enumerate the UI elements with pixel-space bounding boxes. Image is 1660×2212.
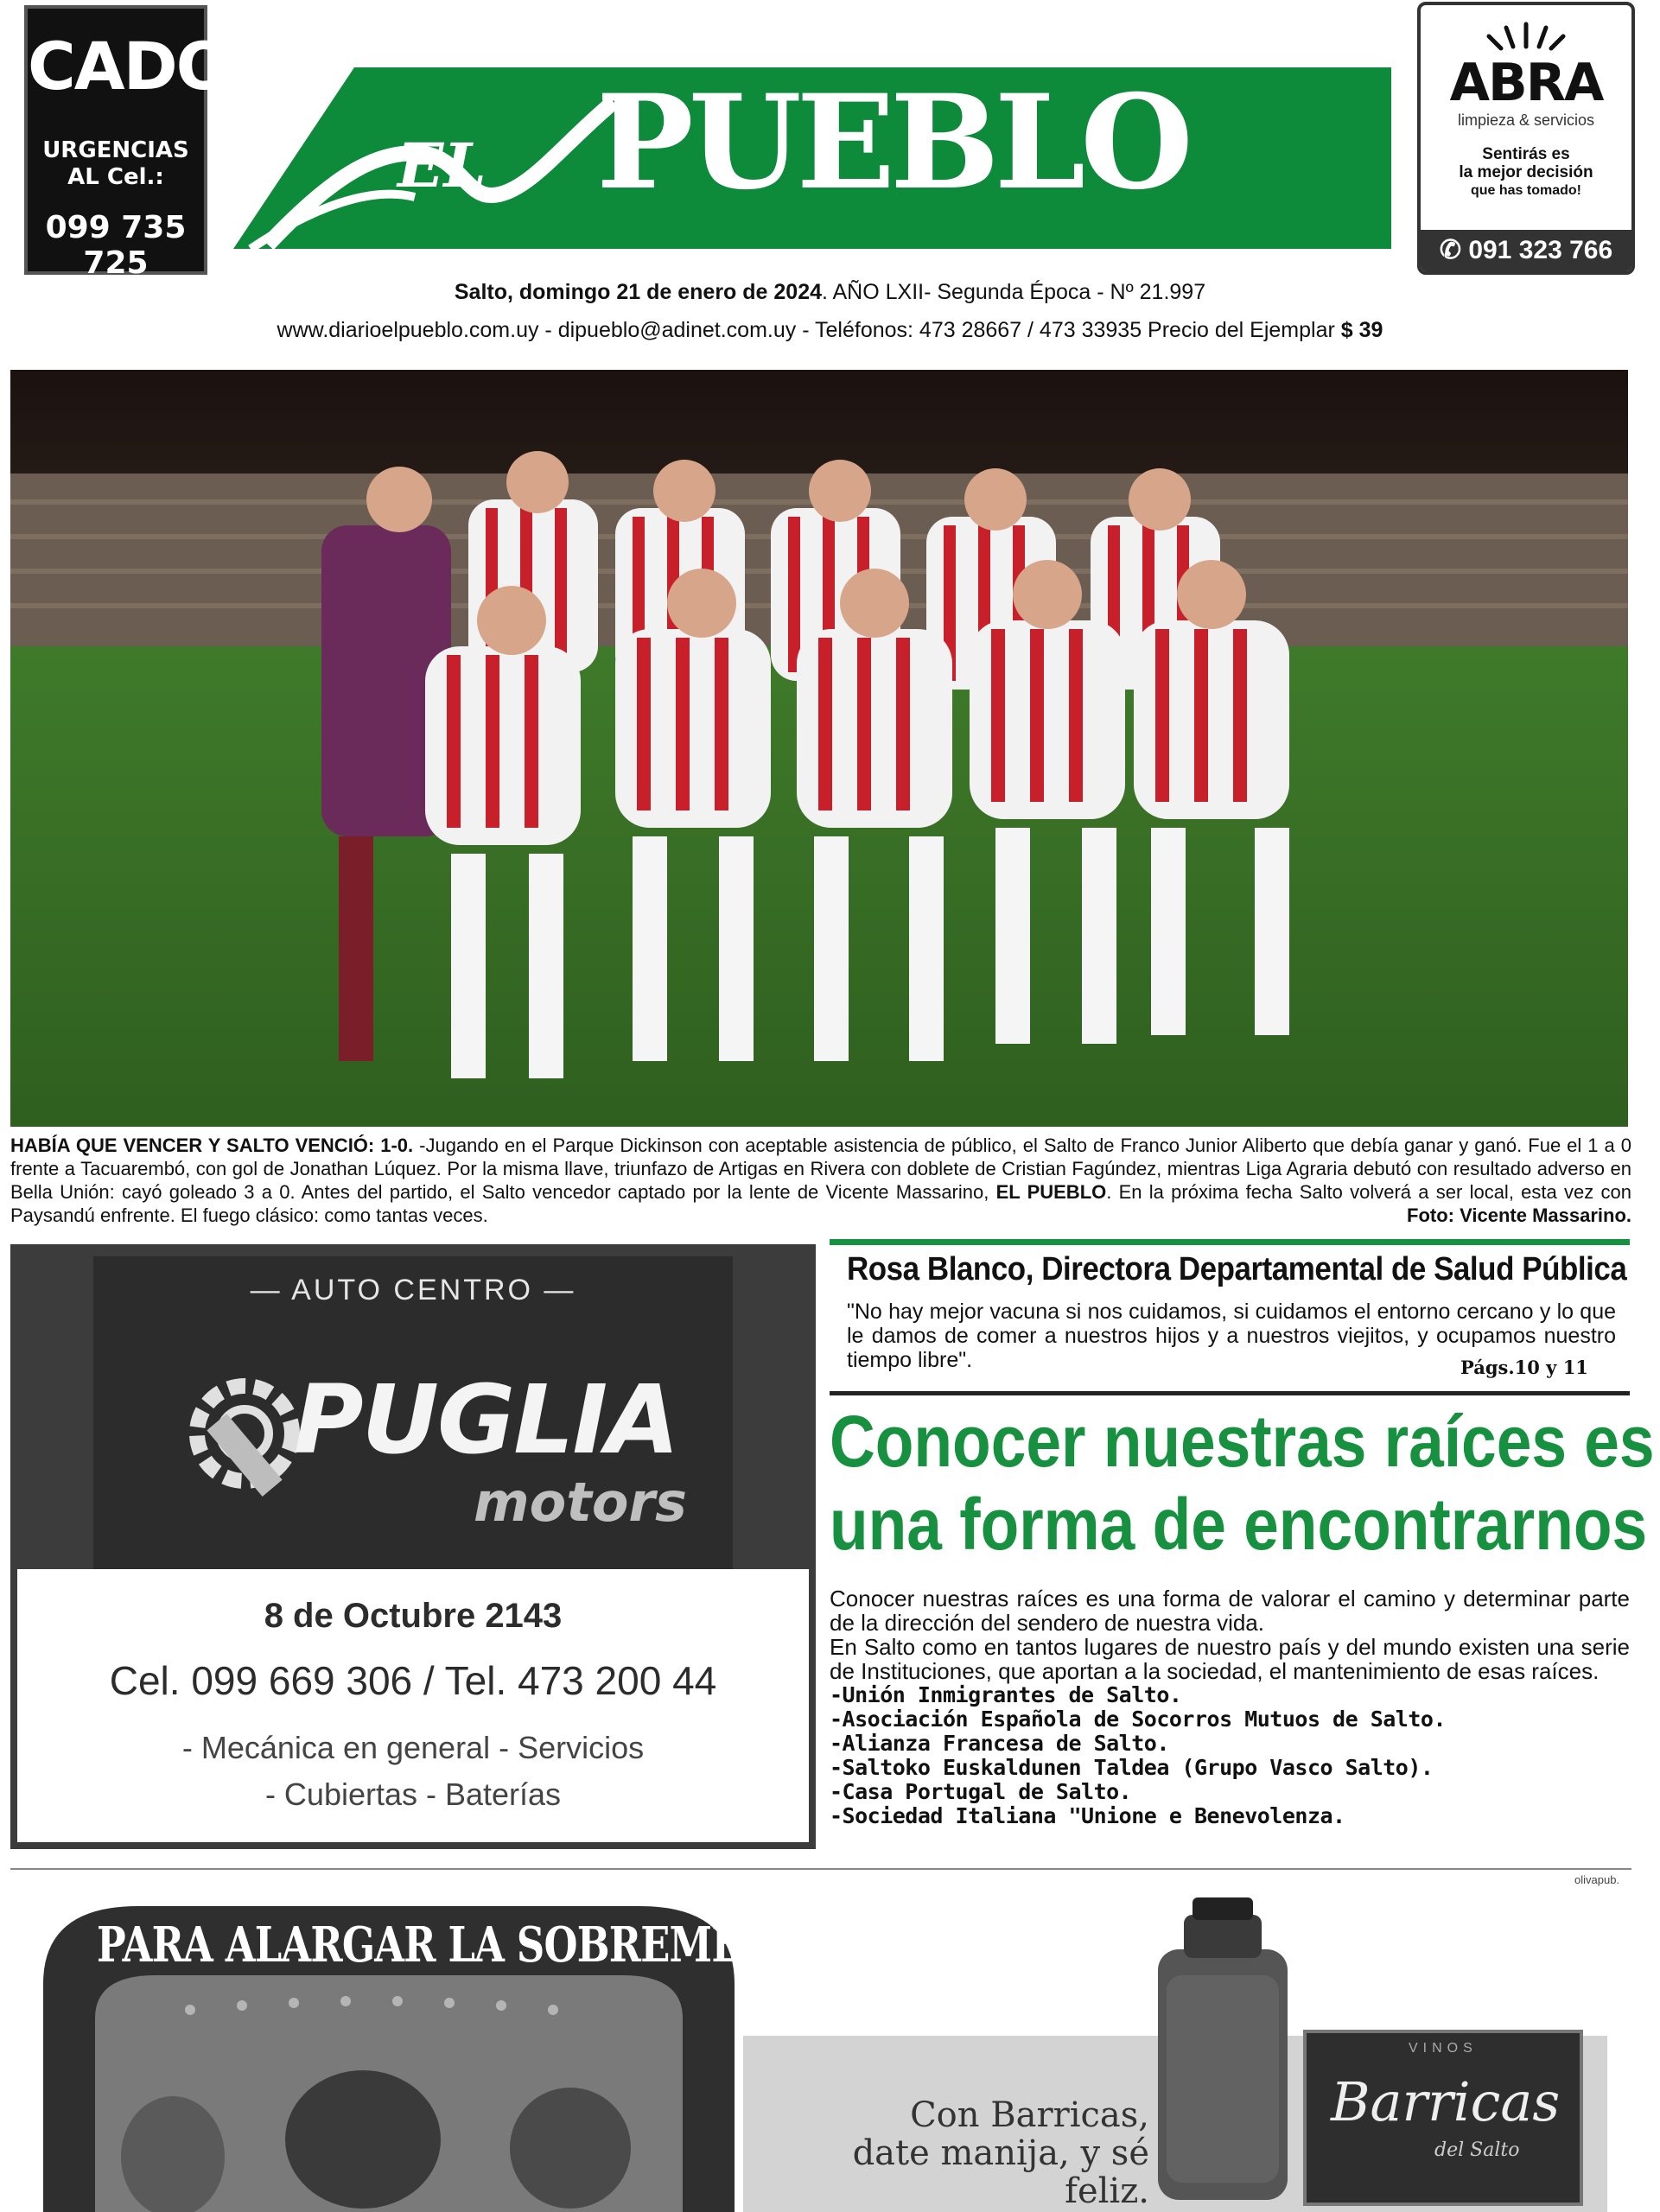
list-item: -Asociación Española de Socorros Mutuos de Salto. <box>830 1707 1447 1732</box>
auto-centro-info <box>17 1569 809 1842</box>
list-item: -Sociedad Italiana "Unione e Benevolenza. <box>830 1803 1345 1828</box>
brand-sub: del Salto <box>1434 2139 1520 2161</box>
brand-small: VINOS <box>1409 2041 1478 2056</box>
abra-tagline-3: que has tomado! <box>1470 183 1581 198</box>
cado-logo: CADO <box>28 28 231 105</box>
ad-slogan-line-2: date manija, y sé feliz. <box>852 2133 1149 2211</box>
abra-phone-number: 091 323 766 <box>1468 236 1613 264</box>
auto-centro-phones: Cel. 099 669 306 / Tel. 473 200 44 <box>109 1658 717 1703</box>
main-headline-line-1: Conocer nuestras raíces es <box>830 1401 1655 1482</box>
cado-urgencias <box>28 137 204 191</box>
main-story-body <box>830 1586 1630 1828</box>
barricas-ad <box>17 1880 1625 2212</box>
caption-text-end: . En la próxima fecha Salto volverá a ser local, esta vez con Paysandú enfrente. El fuego clásico: como tantas veces. <box>10 1181 1631 1226</box>
divider-black <box>830 1391 1630 1395</box>
masthead-title-el: EL <box>398 130 487 201</box>
institutions-list <box>830 1683 1630 1828</box>
gear-wrench-icon <box>180 1360 309 1507</box>
caption-paper-name: EL PUEBLO <box>995 1181 1107 1203</box>
contact-info: www.diarioelpueblo.com.uy - dipueblo@adinet.com.uy - Teléfonos: 473 28667 / 473 33935 Precio del Ejemplar <box>277 318 1335 342</box>
masthead-title: PUEBLO <box>596 67 1188 219</box>
ad-agency: olivapub. <box>1574 1873 1620 1886</box>
photo-credit: Foto: Vicente Massarino. <box>1407 1205 1631 1226</box>
auto-centro-logo-panel <box>93 1256 733 1576</box>
caption-lead: HABÍA QUE VENCER Y SALTO VENCIÓ: 1-0. <box>10 1135 414 1156</box>
divider-thin <box>10 1868 1631 1870</box>
auto-centro-ad <box>10 1244 816 1849</box>
list-item: -Saltoko Euskaldunen Taldea (Grupo Vasco Salto). <box>830 1755 1434 1780</box>
cado-ad <box>24 5 231 281</box>
main-headline <box>830 1400 1655 1566</box>
dateline-edition: . AÑO LXII- Segunda Época - Nº 21.997 <box>822 280 1206 304</box>
main-story-paragraph-1: Conocer nuestras raíces es una forma de valorar el camino y determinar parte de la dirección del sendero de nuestra vida. <box>830 1586 1630 1636</box>
auto-centro-label: — AUTO CENTRO — <box>250 1274 576 1306</box>
auto-centro-services-1: - Mecánica en general - Servicios <box>181 1730 645 1765</box>
cado-phone: 099 735 725 <box>45 210 187 281</box>
photo-caption <box>10 1134 1631 1227</box>
dateline-date: Salto, domingo 21 de enero de 2024 <box>454 280 822 304</box>
auto-centro-label-text: AUTO CENTRO <box>291 1274 533 1306</box>
abra-ad <box>1417 2 1635 275</box>
main-story-paragraph-2: En Salto como en tantos lugares de nuestro país y del mundo existen una serie de Instituciones, que aportan a la sociedad, el mantenimiento de esas raíces. <box>830 1634 1630 1684</box>
ad-slogan-line-1: Con Barricas, <box>910 2095 1149 2135</box>
divider-green <box>830 1239 1630 1245</box>
cado-cel-label: AL Cel.: <box>67 164 164 190</box>
puglia-brand-sub: motors <box>474 1471 687 1534</box>
ad-headline: PARA ALARGAR LA SOBREMESA <box>97 1916 798 1974</box>
interview-headline: Rosa Blanco, Directora Departamental de Salud Pública <box>847 1251 1627 1287</box>
whatsapp-icon: ✆ <box>1439 236 1461 264</box>
abra-phone <box>1421 230 1631 271</box>
abra-subtitle: limpieza & servicios <box>1457 111 1595 129</box>
abra-tagline-1: Sentirás es <box>1482 145 1570 163</box>
list-item: -Unión Inmigrantes de Salto. <box>830 1682 1182 1707</box>
auto-centro-services-2: - Cubiertas - Baterías <box>264 1777 562 1812</box>
list-item: -Alianza Francesa de Salto. <box>830 1731 1169 1756</box>
sun-rays-icon <box>1479 21 1574 52</box>
cado-urgencias-label: URGENCIAS <box>42 137 189 163</box>
abra-tagline <box>1421 145 1631 200</box>
interview-quote: "No hay mejor vacuna si nos cuidamos, si cuidamos el entorno cercano y lo que le damos de comer a nuestros hijos y a nuestros viejitos, y ocupamos nuestro tiempo libre". <box>847 1300 1616 1372</box>
dateline <box>0 280 1660 305</box>
puglia-brand: PUGLIA <box>294 1364 678 1475</box>
brand-name: Barricas <box>1331 2070 1561 2133</box>
auto-centro-address: 8 de Octubre 2143 <box>264 1597 563 1635</box>
list-item: -Casa Portugal de Salto. <box>830 1779 1132 1804</box>
ad-slogan <box>760 2096 1149 2210</box>
team-photo-image <box>10 370 1628 1127</box>
abra-brand: ABRA <box>1449 53 1603 113</box>
interview-pages: Págs.10 y 11 <box>1460 1357 1588 1378</box>
caption-text: -Jugando en el Parque Dickinson con aceptable asistencia de público, el Salto de Franco Junior Aliberto que debía ganar y ganó. Fue el 1 a 0 frente a Tacuarembó, con gol de Jonathan Lúquez. Por la misma llave, triunfazo de Artigas en Rivera con doblete de Cristian Fagúndez, mientras Liga Agraria debutó con resultado adverso en Bella Unión: cayó goleado 3 a 0. Antes del partido, el Salto vencedor captado por la lente de Vicente Massarino, <box>10 1135 1631 1203</box>
price: $ 39 <box>1340 318 1383 342</box>
abra-tagline-2: la mejor decisión <box>1459 163 1593 181</box>
main-headline-line-2: una forma de encontrarnos <box>830 1484 1648 1565</box>
team-photo <box>10 370 1628 1127</box>
contact-line <box>0 318 1660 343</box>
